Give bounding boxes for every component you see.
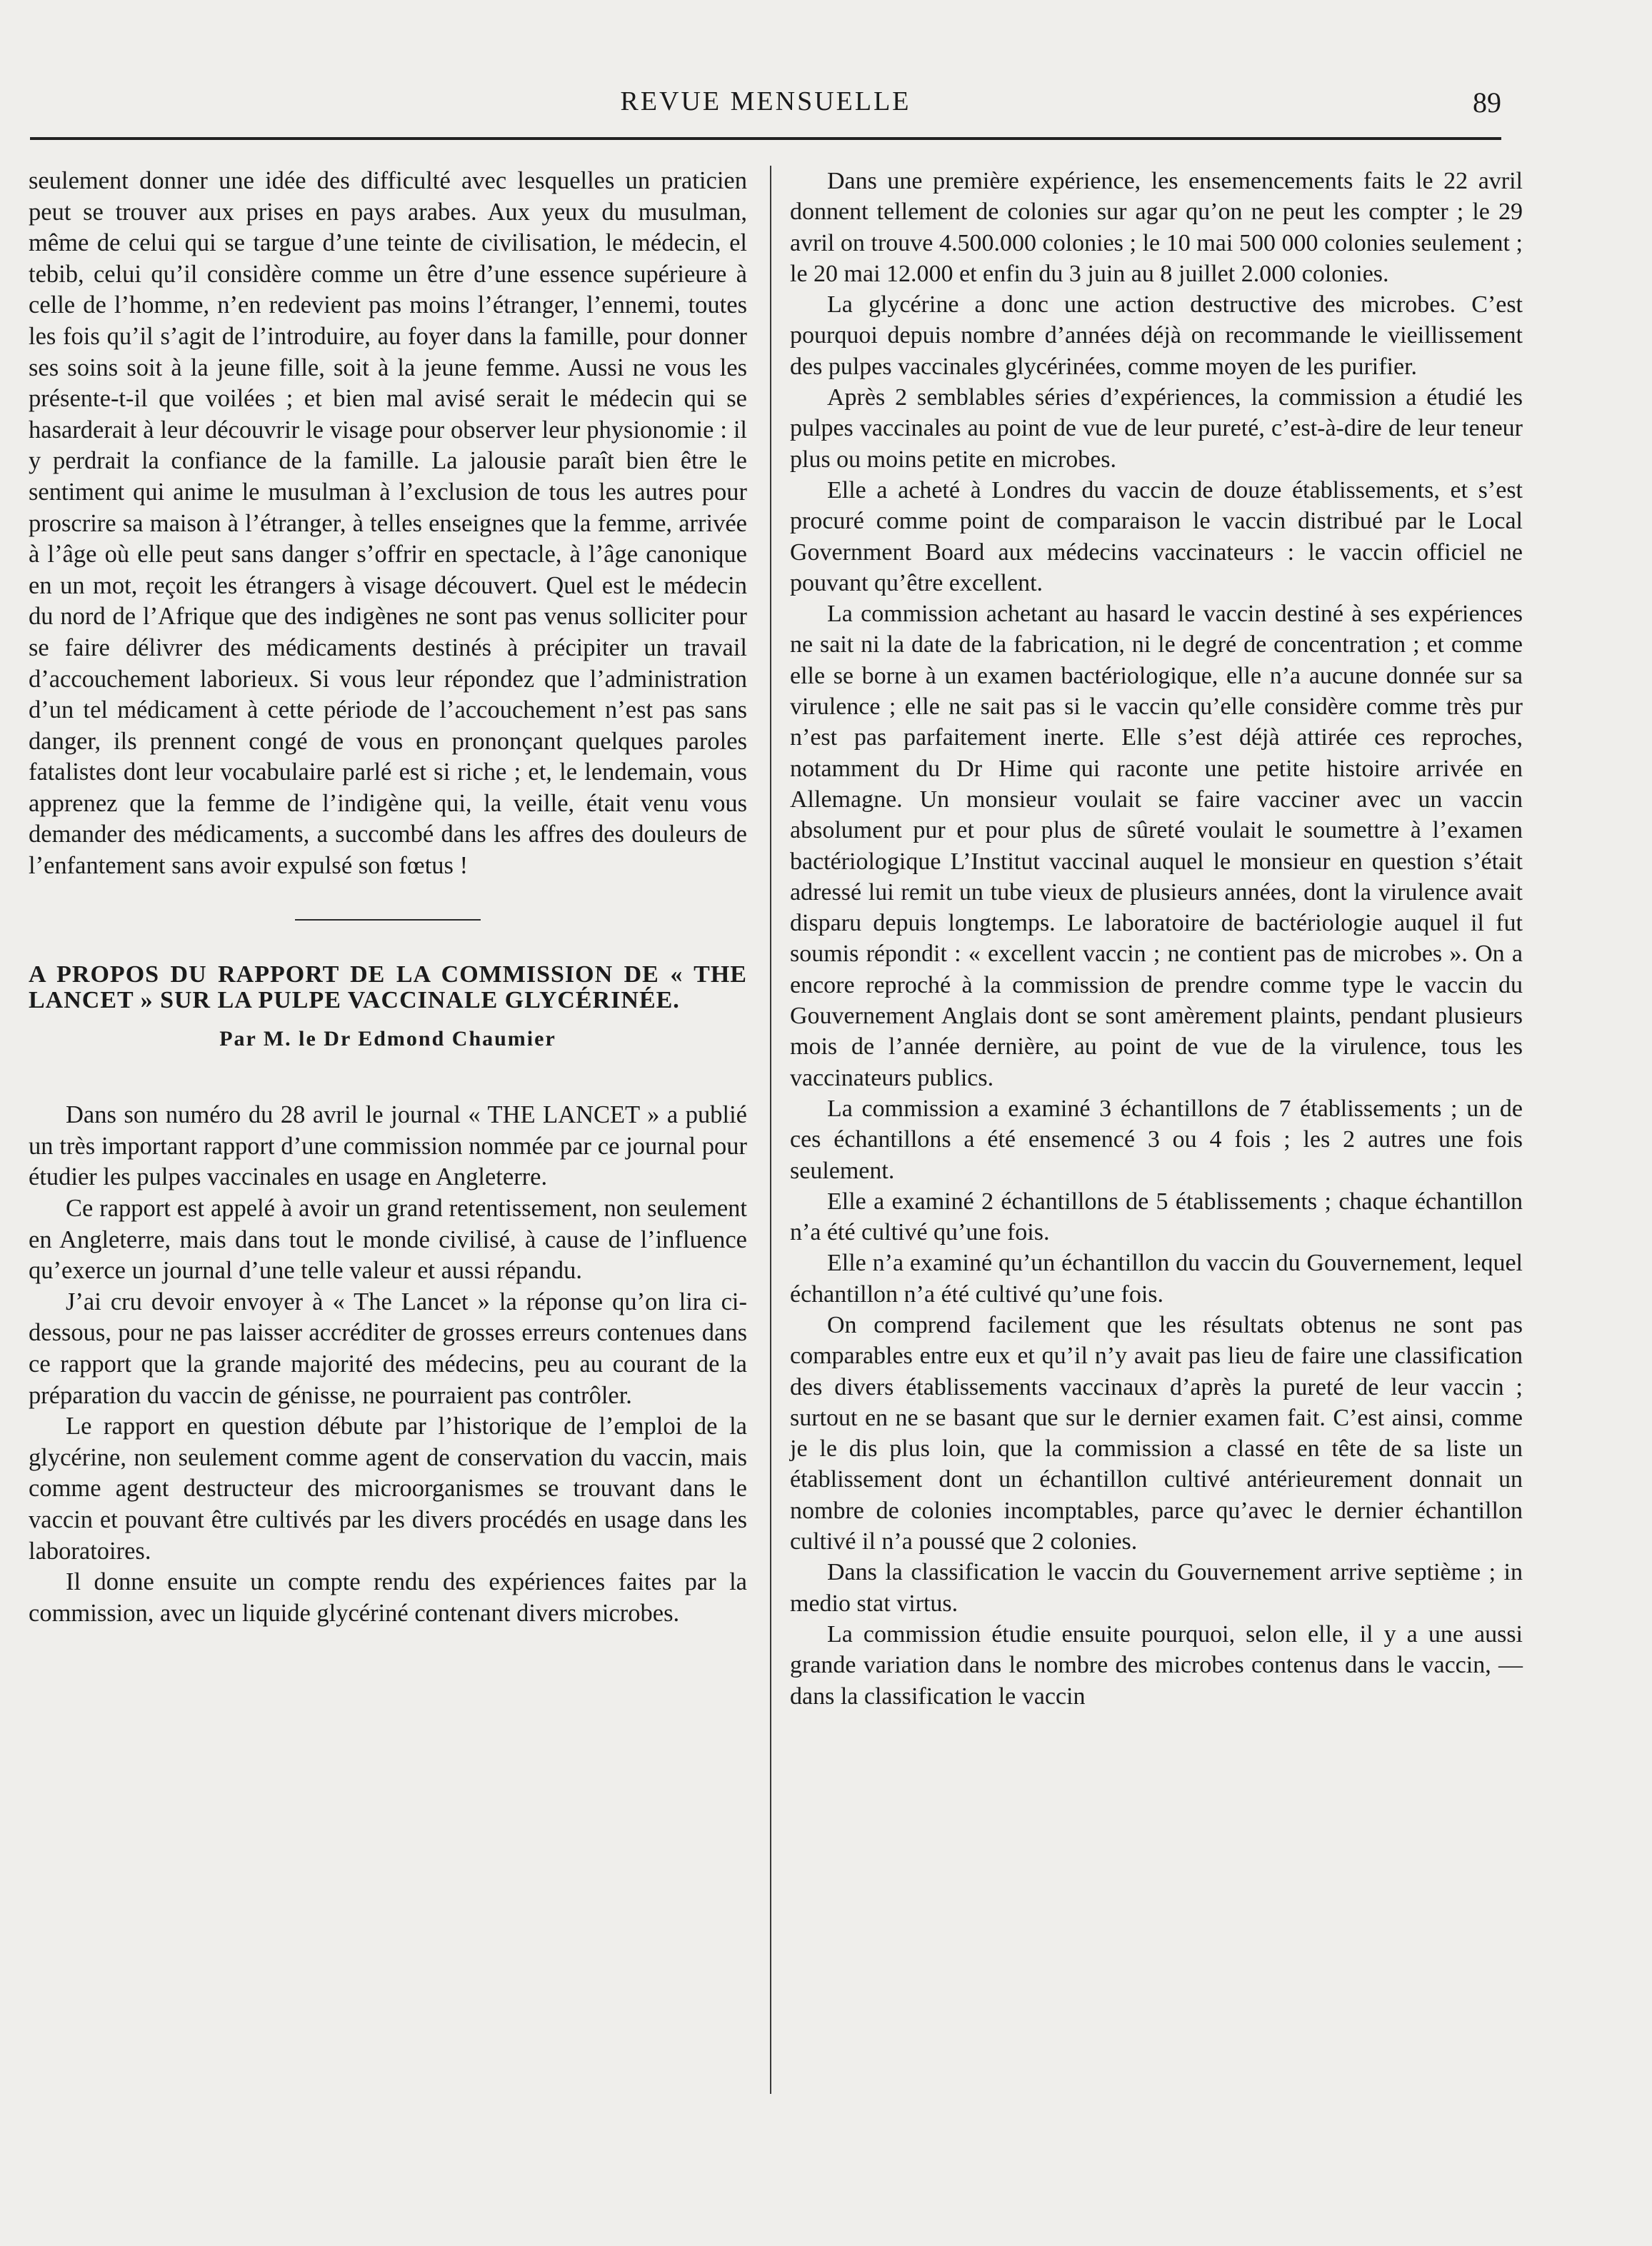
- left-column: [29, 166, 747, 1629]
- right-column: [790, 166, 1523, 1712]
- header-rule: [30, 137, 1501, 140]
- paragraph: seulement donner une idée des difficulté avec lesquelles un praticien peut se trouver aux prises en pays arabes. Aux yeux du musulman, même de celui qui se targue d’une teinte de civilisation, le médecin, el tebib, celui qu’il considère comme un être d’une essence supérieure à celle de l’homme, n’en redevient pas moins l’étranger, l’ennemi, toutes les fois qu’il s’agit de l’introduire, au foyer dans la famille, pour donner ses soins soit à la jeune fille, soit à la jeune femme. Aussi ne vous les présente-t-il que voilées ; et bien mal avisé serait le médecin qui se hasarderait à leur découvrir le visage pour observer leur physionomie : il y perdrait la confiance de la famille. La jalousie paraît bien être le sentiment qui anime le musulman à l’exclusion de tous les autres pour proscrire sa maison à l’étranger, à telles enseignes que la femme, arrivée à l’âge où elle peut sans danger s’offrir en spectacle, à l’âge canonique en un mot, reçoit les étrangers à visage découvert. Quel est le médecin du nord de l’Afrique que des indigènes ne sont pas venus solliciter pour se faire délivrer des médicaments destinés à précipiter un travail d’accouchement laborieux. Si vous leur répondez que l’administration d’un tel médicament à cette période de l’accouchement n’est pas sans danger, ils prennent congé de vous en prononçant quelques paroles fatalistes dont leur vocabulaire parlé est si riche ; et, le lendemain, vous apprenez que la femme de l’indigène qui, la veille, était venu vous demander des médicaments, a succombé dans les affres des douleurs de l’enfantement sans avoir expulsé son fœtus !: [29, 167, 747, 880]
- page-number: 89: [1473, 86, 1501, 119]
- column-divider: [770, 166, 771, 2094]
- paragraph: J’ai cru devoir envoyer à « The Lancet » la réponse qu’on lira ci-dessous, pour ne pas laisser accréditer de grosses erreurs contenues dans ce rapport que la grande majorité des médecins, peu au courant de la préparation du vaccin de génisse, ne pourraient pas contrôler.: [29, 1288, 747, 1409]
- paragraph: La commission a examiné 3 échantillons de 7 établissements ; un de ces échantillons a été ensemencé 3 ou 4 fois ; les 2 autres une fois seulement.: [790, 1095, 1523, 1184]
- paragraph: Ce rapport est appelé à avoir un grand retentissement, non seulement en Angleterre, mais dans tout le monde civilisé, à cause de l’influence qu’exerce un journal d’une telle valeur et aussi répandu.: [29, 1195, 747, 1285]
- paragraph: Dans la classification le vaccin du Gouvernement arrive septième ; in medio stat virtus.: [790, 1559, 1523, 1617]
- paragraph: Dans une première expérience, les ensemencements faits le 22 avril donnent tellement de colonies sur agar qu’on ne peut les compter ; le 29 avril on trouve 4.500.000 colonies ; le 10 mai 500 000 colonies seulement ; le 20 mai 12.000 et enfin du 3 juin au 8 juillet 2.000 colonies.: [790, 168, 1523, 287]
- running-title: REVUE MENSUELLE: [620, 86, 911, 116]
- byline: Par M. le Dr Edmond Chaumier: [219, 1026, 556, 1051]
- paragraph: On comprend facilement que les résultats obtenus ne sont pas comparables entre eux et qu’il n’y avait pas lieu de faire une classification des divers établissements vaccinaux d’après la pureté de leur vaccin ; surtout en ne se basant que sur le dernier examen fait. C’est ainsi, comme je le dis plus loin, que la commission a classé en tête de sa liste un établissement dont un échantillon cultivé antérieurement donnait un nombre de colonies incomptables, parce qu’avec le dernier échantillon cultivé il n’a poussé que 2 colonies.: [790, 1311, 1523, 1555]
- article-title: A PROPOS DU RAPPORT DE LA COMMISSION DE « THE LANCET » SUR LA PULPE VACCINALE GLYCÉRINÉE.: [29, 961, 747, 1013]
- paragraph: La commission achetant au hasard le vaccin destiné à ses expériences ne sait ni la date de la fabrication, ni le degré de concentration ; et comme elle se borne à un examen bactériologique, elle n’a aucune donnée sur sa virulence ; elle ne sait pas si le vaccin qu’elle considère comme très pur n’est pas parfaitement inerte. Elle s’est déjà attirée ces reproches, notamment du Dr Hime qui raconte une petite histoire arrivée en Allemagne. Un monsieur voulait se faire vacciner avec un vaccin absolument pur et pour plus de sûreté voulait le soumettre à l’examen bactériologique L’Institut vaccinal auquel le monsieur en question s’était adressé lui remit un tube vieux de plusieurs années, dont la virulence avait disparu depuis longtemps. Le laboratoire de bactériologie auquel il fut soumis répondit : « excellent vaccin ; ne contient pas de microbes ». On a encore reproché à la commission de prendre comme type le vaccin du Gouvernement Anglais dont se sont amèrement plaints, pendant plusieurs mois de l’année dernière, au point de vue de la virulence, tous les vaccinateurs publics.: [790, 601, 1523, 1091]
- paragraph: Le rapport en question débute par l’historique de l’emploi de la glycérine, non seulement comme agent de conservation du vaccin, mais comme agent destructeur des microorganismes se trouvant dans le vaccin et pouvant être cultivés par les divers procédés en usage dans les laboratoires.: [29, 1413, 747, 1565]
- section-separator: [295, 919, 481, 921]
- paragraph: Elle a acheté à Londres du vaccin de douze établissements, et s’est procuré comme point de comparaison le vaccin distribué par le Local Government Board aux médecins vaccinateurs : le vaccin officiel ne pouvant qu’être excellent.: [790, 476, 1523, 596]
- paragraph: Elle n’a examiné qu’un échantillon du vaccin du Gouvernement, lequel échantillon n’a été cultivé qu’une fois.: [790, 1250, 1523, 1308]
- paragraph: Après 2 semblables séries d’expériences, la commission a étudié les pulpes vaccinales au point de vue de leur pureté, c’est-à-dire de leur teneur plus ou moins petite en microbes.: [790, 384, 1523, 473]
- page-header: [30, 77, 1501, 141]
- paragraph: La glycérine a donc une action destructive des microbes. C’est pourquoi depuis nombre d’années déjà on recommande le vieillissement des pulpes vaccinales glycérinées, comme moyen de les purifier.: [790, 291, 1523, 380]
- paragraph: La commission étudie ensuite pourquoi, selon elle, il y a une aussi grande variation dans le nombre des microbes contenus dans le vaccin, — dans la classification le vaccin: [790, 1620, 1523, 1710]
- paragraph: Elle a examiné 2 échantillons de 5 établissements ; chaque échantillon n’a été cultivé qu’une fois.: [790, 1188, 1523, 1246]
- paragraph: Dans son numéro du 28 avril le journal « THE LANCET » a publié un très important rapport d’une commission nommée par ce journal pour étudier les pulpes vaccinales en usage en Angleterre.: [29, 1101, 747, 1191]
- paragraph: Il donne ensuite un compte rendu des expériences faites par la commission, avec un liquide glycériné contenant divers microbes.: [29, 1568, 747, 1627]
